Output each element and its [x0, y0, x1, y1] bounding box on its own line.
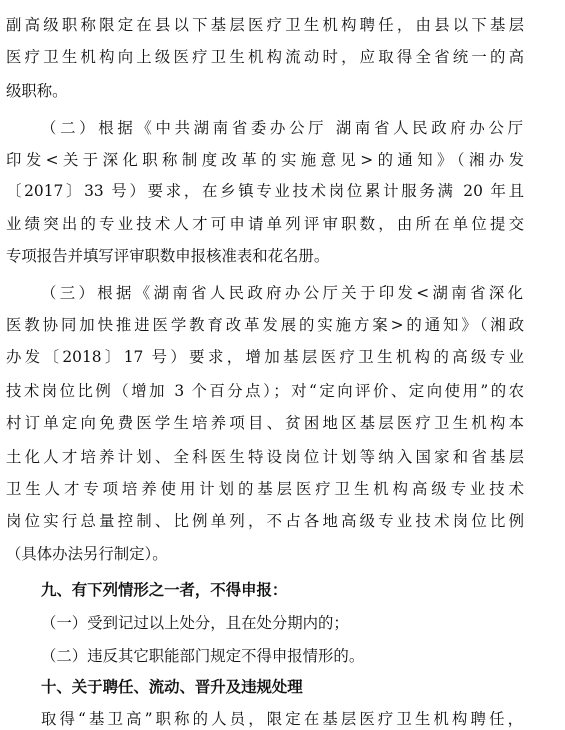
text-line: 卫生人才专项培养使用计划的基层医疗卫生机构高级专业技术: [6, 480, 524, 498]
text-line: 医疗卫生机构向上级医疗卫生机构流动时，应取得全省统一的高: [6, 48, 524, 66]
text-line: 专项报告并填写评审职数申报核准表和花名册。: [6, 247, 330, 265]
text-line: 村订单定向免费医学生培养项目、贫困地区基层医疗卫生机构本: [6, 414, 524, 432]
text-line: 级职称。: [6, 82, 68, 100]
text-line: 业绩突出的专业技术人才可申请单列评审职数，由所在单位提交: [6, 215, 524, 233]
text-line: （三）根据《湖南省人民政府办公厅关于印发<湖南省深化: [41, 284, 523, 302]
text-line: 〔2017〕33 号）要求，在乡镇专业技术岗位累计服务满 20 年且: [6, 182, 524, 200]
text-line: 取得“基卫高”职称的人员，限定在基层医疗卫生机构聘任，: [41, 710, 523, 728]
text-line: 土化人才培养计划、全科医生特设岗位计划等纳入国家和省基层: [6, 448, 524, 466]
text-line: 副高级职称限定在县以下基层医疗卫生机构聘任，由县以下基层: [6, 16, 524, 34]
text-line: （二）根据《中共湖南省委办公厅 湖南省人民政府办公厅: [41, 119, 523, 137]
text-line: 医教协同加快推进医学教育改革发展的实施方案>的通知》（湘政: [6, 316, 524, 334]
text-line: （具体办法另行制定）。: [6, 545, 168, 563]
text-line: 岗位实行总量控制、比例单列，不占各地高级专业技术岗位比例: [6, 512, 524, 530]
text-line: 印发<关于深化职称制度改革的实施意见>的通知》（湘办发: [6, 151, 524, 169]
section-heading: 十、关于聘任、流动、晋升及违规处理: [41, 678, 303, 696]
text-line: （一）受到记过以上处分，且在处分期内的；: [41, 614, 349, 632]
section-heading: 九、有下列情形之一者，不得申报：: [41, 581, 288, 599]
text-line: 技术岗位比例（增加 3 个百分点）；对“定向评价、定向使用”的农: [6, 382, 524, 400]
text-line: （二）违反其它职能部门规定不得申报情形的。: [41, 647, 365, 665]
text-line: 办发〔2018〕17 号）要求，增加基层医疗卫生机构的高级专业: [6, 348, 524, 366]
